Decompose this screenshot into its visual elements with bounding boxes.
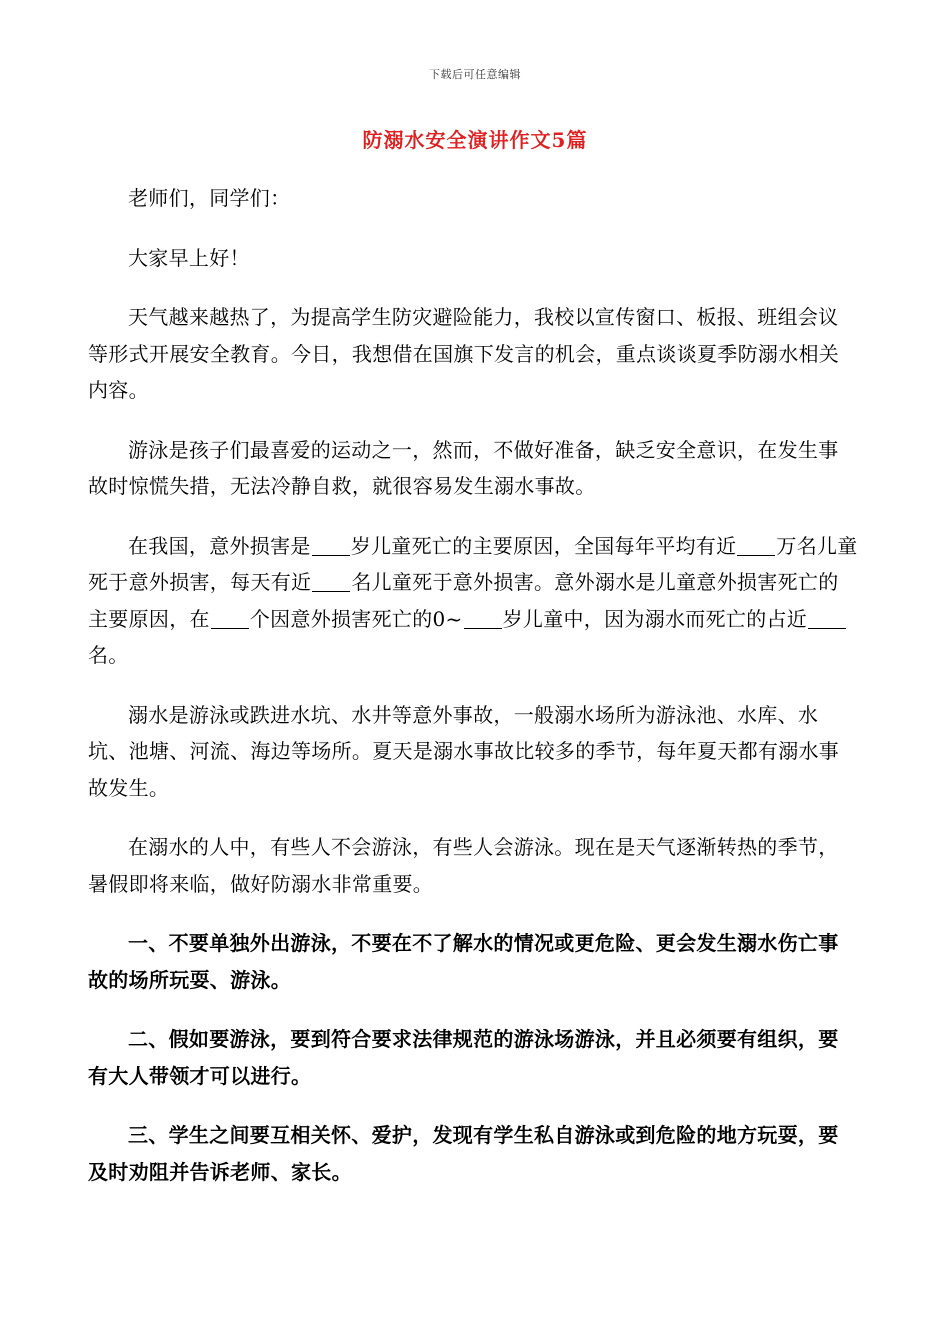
blank-line <box>211 628 249 629</box>
blank-line <box>737 555 775 556</box>
blank-line <box>312 555 350 556</box>
blank-line <box>464 628 502 629</box>
statistics-text-2: 岁儿童死亡的主要原因，全国每年平均有近 <box>350 533 737 558</box>
document-title: 防溺水安全演讲作文5篇 <box>362 128 588 152</box>
header-note: 下载后可任意编辑 <box>429 68 521 81</box>
drowning-places-paragraph: 溺水是游泳或跌进水坑、水井等意外事故，一般溺水场所为游泳池、水库、水坑、池塘、河流、海边等场所。夏天是溺水事故比较多的季节，每年夏天都有溺水事故发生。 <box>88 702 840 800</box>
importance-paragraph: 在溺水的人中，有些人不会游泳，有些人会游泳。现在是天气逐渐转热的季节，暑假即将来临，做好防溺水非常重要。 <box>88 835 839 896</box>
statistics-text-1: 在我国，意外损害是 <box>128 533 311 558</box>
blank-line <box>312 591 350 592</box>
statistics-text-7: 名。 <box>88 643 129 667</box>
blank-line <box>808 628 846 629</box>
rule-three-paragraph: 三、学生之间要互相关怀、爱护，发现有学生私自游泳或到危险的地方玩耍，要及时劝阻并告诉老师、家长。 <box>88 1123 839 1184</box>
rule-one-paragraph: 一、不要单独外出游泳，不要在不了解水的情况或更危险、更会发生溺水伤亡事故的场所玩耍、游泳。 <box>88 931 839 992</box>
statistics-paragraph <box>88 528 858 674</box>
morning-greeting-paragraph: 大家早上好！ <box>128 245 250 270</box>
intro-paragraph: 天气越来越热了，为提高学生防灾避险能力，我校以宣传窗口、板报、班组会议等形式开展安全教育。今日，我想借在国旗下发言的机会，重点谈谈夏季防溺水相关内容。 <box>88 305 840 402</box>
statistics-text-3: 万名儿童死于意外损害，每天有近 <box>88 533 858 594</box>
statistics-text-4: 名儿童死于意外损害。意外溺水是儿童意外损害死亡的主要原因，在 <box>88 570 839 631</box>
statistics-text-6: 岁儿童中，因为溺水而死亡的占近 <box>502 606 808 631</box>
greeting-paragraph: 老师们，同学们： <box>128 186 291 210</box>
document-body <box>88 180 858 1213</box>
swimming-risk-paragraph: 游泳是孩子们最喜爱的运动之一，然而，不做好准备，缺乏安全意识，在发生事故时惊慌失措，无法冷静自救，就很容易发生溺水事故。 <box>88 437 839 498</box>
statistics-text-5: 个因意外损害死亡的0~ <box>249 606 463 631</box>
rule-two-paragraph: 二、假如要游泳，要到符合要求法律规范的游泳场游泳，并且必须要有组织，要有大人带领才可以进行。 <box>88 1027 839 1088</box>
